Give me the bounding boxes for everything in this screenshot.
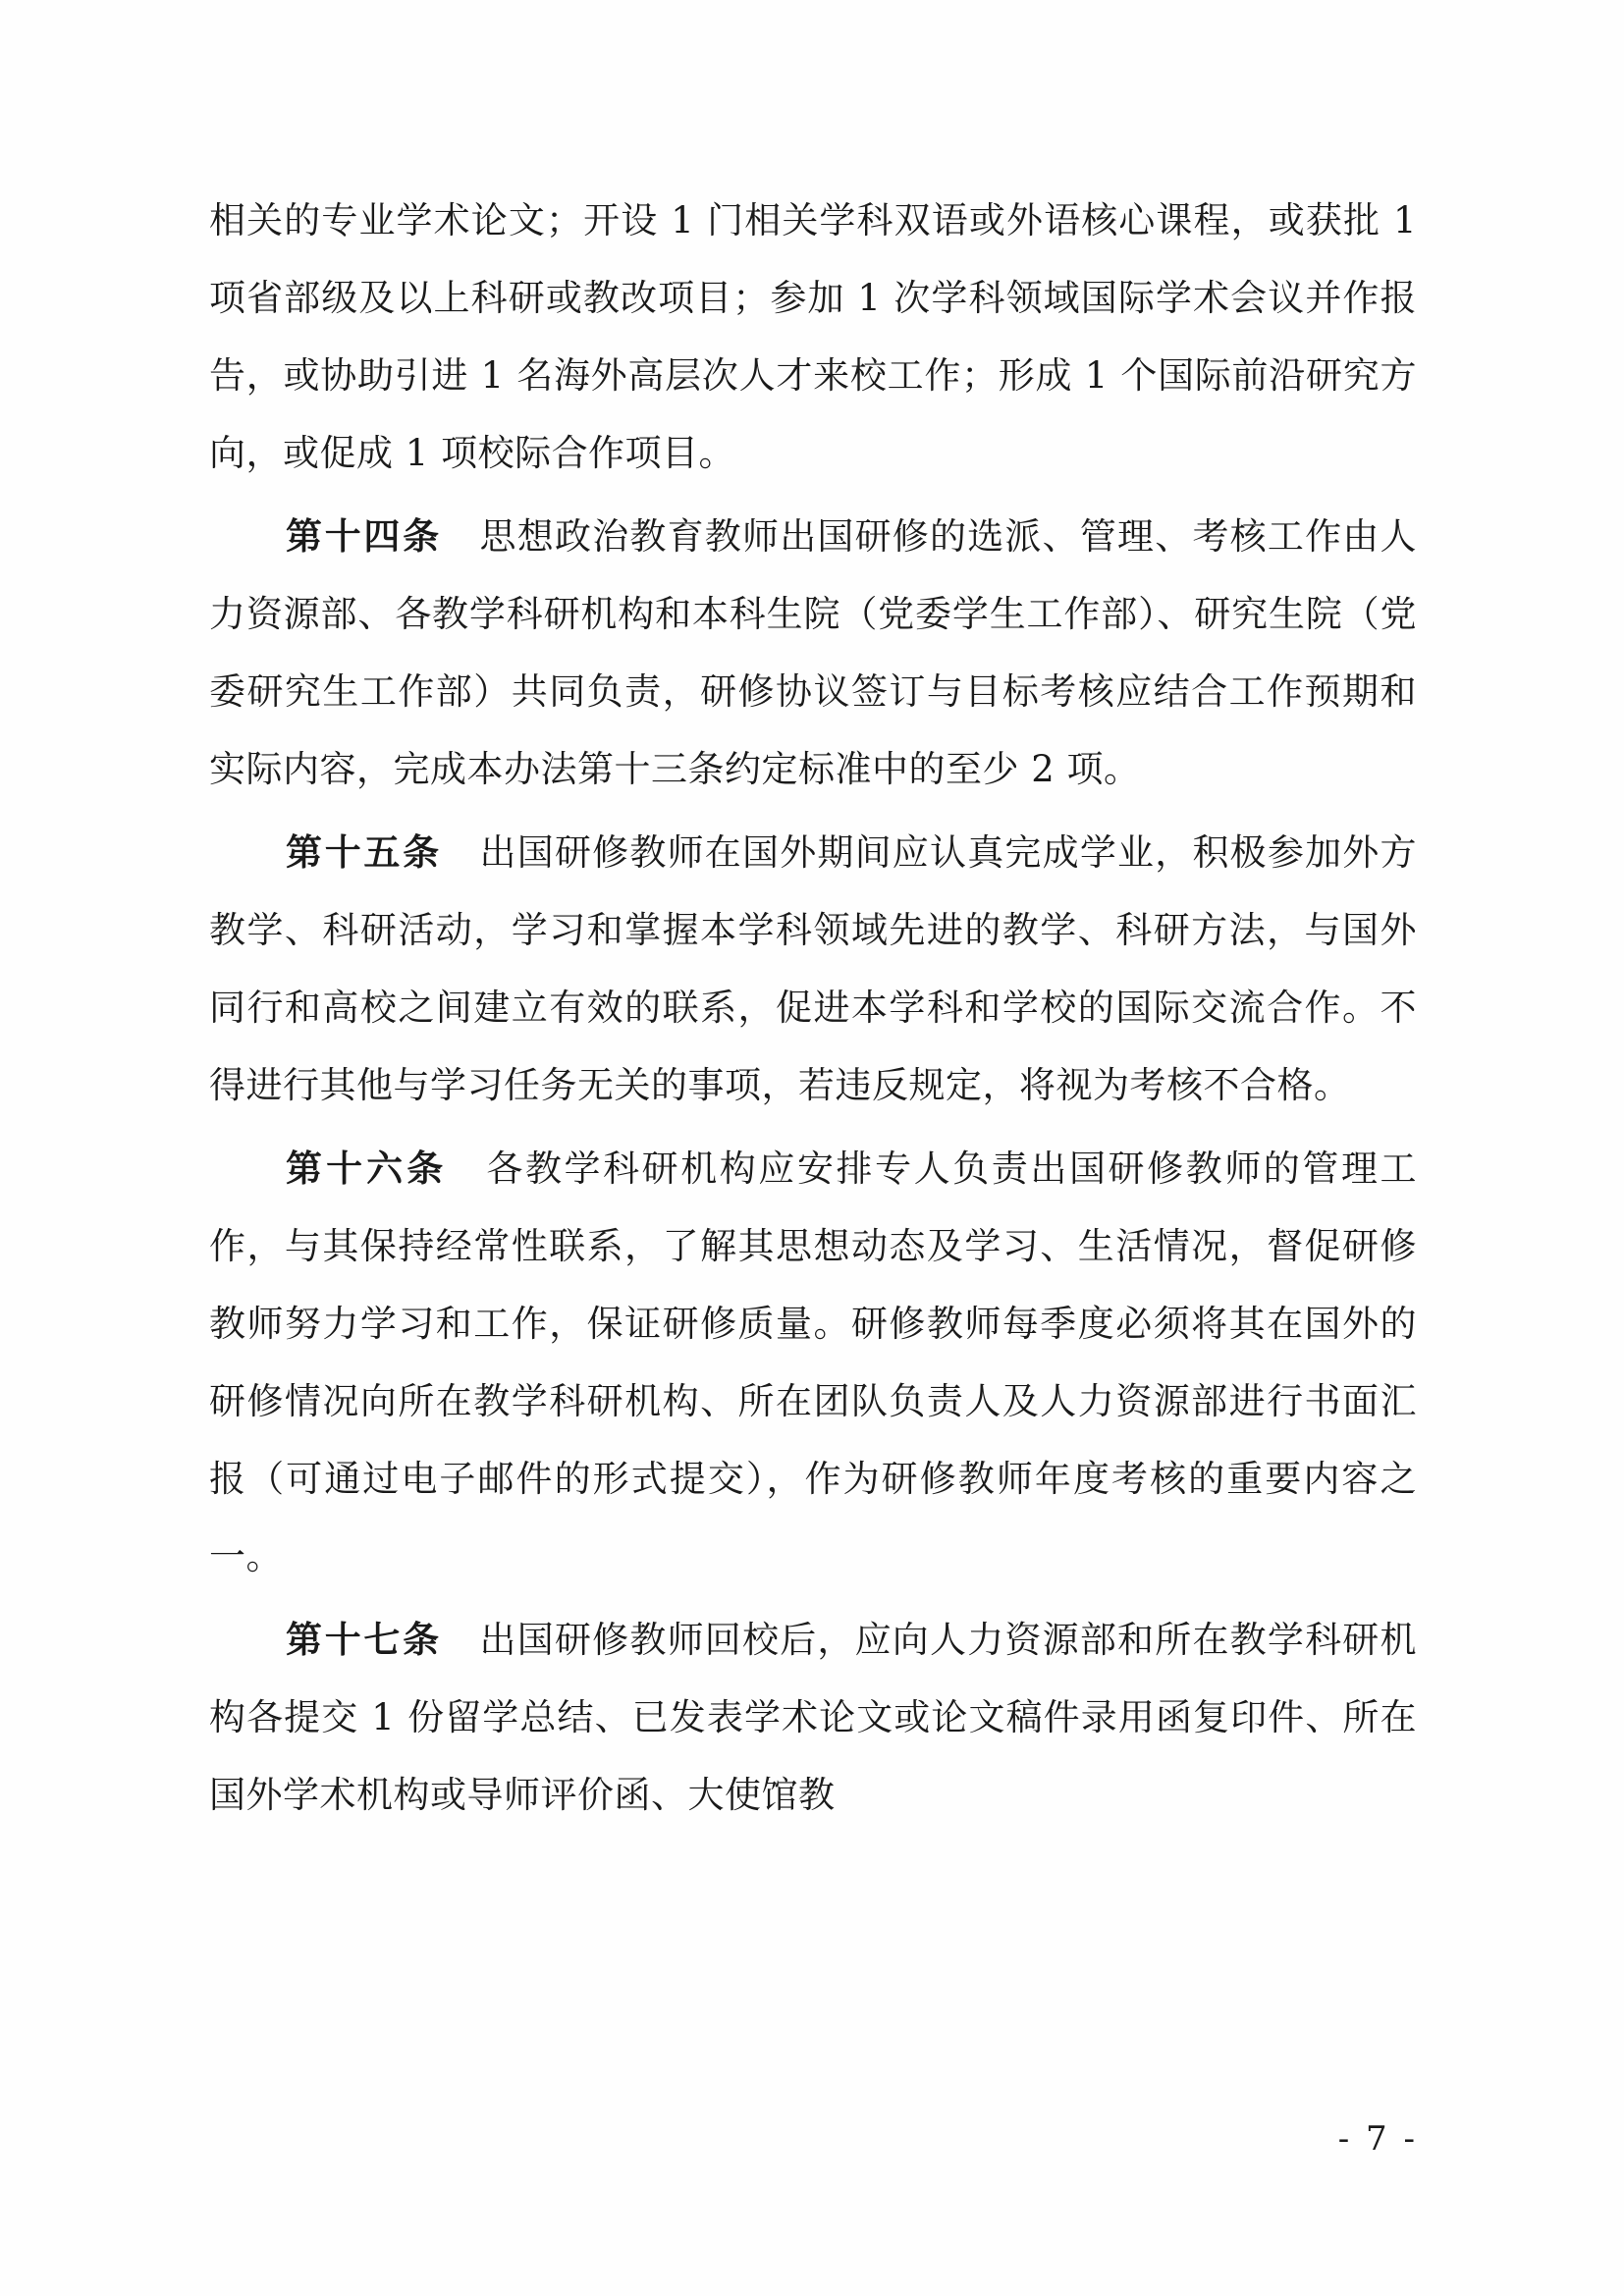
paragraph-text: 各教学科研机构应安排专人负责出国研修教师的管理工作，与其保持经常性联系，了解其思想动态及学习、生活情况，督促研修教师努力学习和工作，保证研修质量。研修教师每季度必须将其在国外的研修情况向所在教学科研机构、所在团队负责人及人力资源部进行书面汇报（可通过电子邮件的形式提交），作为研修教师年度考核的重要内容之一。: [209, 1148, 1418, 1577]
paragraph-text: 出国研修教师在国外期间应认真完成学业，积极参加外方教学、科研活动，学习和掌握本学科领域先进的教学、科研方法，与国外同行和高校之间建立有效的联系，促进本学科和学校的国际交流合作。不得进行其他与学习任务无关的事项，若违反规定，将视为考核不合格。: [209, 831, 1417, 1106]
paragraph-article-16: [209, 1130, 1417, 1595]
article-label: 第十七条: [286, 1618, 442, 1661]
paragraph-text: 思想政治教育教师出国研修的选派、管理、考核工作由人力资源部、各教学科研机构和本科生院（党委学生工作部）、研究生院（党委研究生工作部）共同负责，研修协议签订与目标考核应结合工作预期和实际内容，完成本办法第十三条约定标准中的至少 2 项。: [209, 515, 1417, 790]
page-body: [209, 182, 1417, 1840]
paragraph-continued: [209, 182, 1417, 492]
article-label: 第十五条: [286, 830, 442, 874]
article-label: 第十六条: [286, 1147, 448, 1190]
paragraph-article-17: [209, 1601, 1417, 1834]
page-number: - 7 -: [1337, 2119, 1418, 2159]
paragraph-text: 相关的专业学术论文；开设 1 门相关学科双语或外语核心课程，或获批 1 项省部级及以上科研或教改项目；参加 1 次学科领域国际学术会议并作报告，或协助引进 1 名海外高层次人才来校工作；形成 1 个国际前沿研究方向，或促成 1 项校际合作项目。: [209, 199, 1417, 474]
paragraph-text: 出国研修教师回校后，应向人力资源部和所在教学科研机构各提交 1 份留学总结、已发表学术论文或论文稿件录用函复印件、所在国外学术机构或导师评价函、大使馆教: [209, 1619, 1417, 1816]
paragraph-article-14: [209, 498, 1417, 808]
paragraph-article-15: [209, 814, 1417, 1124]
article-label: 第十四条: [286, 514, 442, 558]
